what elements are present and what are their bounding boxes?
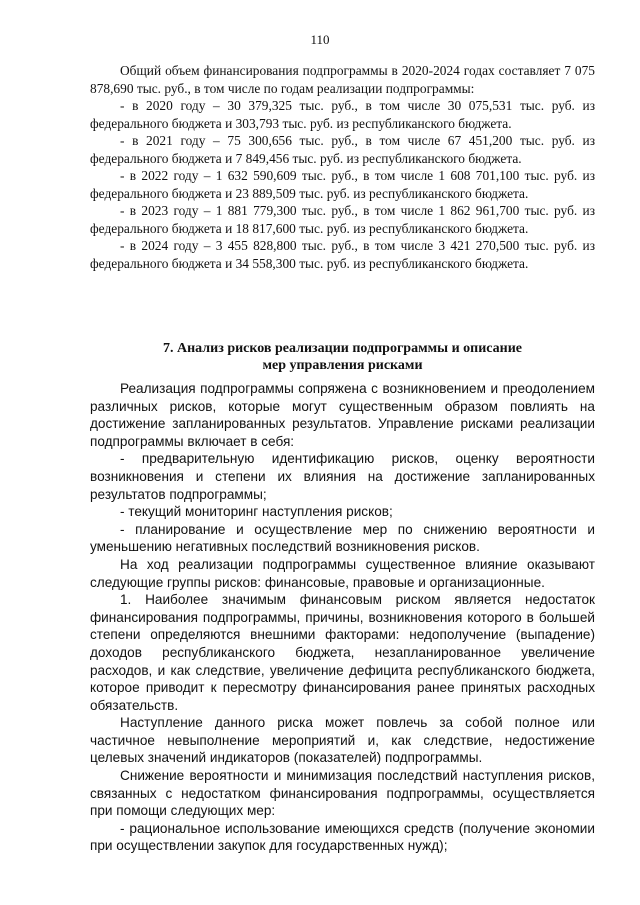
paragraph: На ход реализации подпрограммы существенное влияние оказывают следующие группы рисков: финансовые, правовые и организационные.: [90, 556, 595, 590]
paragraph: - текущий мониторинг наступления рисков;: [120, 504, 393, 520]
financing-year-2024: - в 2024 году – 3 455 828,800 тыс. руб., в том числе 3 421 270,500 тыс. руб. из федерального бюджета и 34 558,300 тыс. руб. из республиканского бюджета.: [90, 238, 595, 271]
risk-section-body: [90, 380, 595, 855]
paragraph: Реализация подпрограммы сопряжена с возникновением и преодолением различных рисков, которые могут существенным образом повлиять на достижение запланированных результатов. Управление рисками реализации подпрограммы включает в себя:: [90, 381, 595, 449]
financing-section: [90, 62, 595, 272]
financing-year-2023: - в 2023 году – 1 881 779,300 тыс. руб., в том числе 1 862 961,700 тыс. руб. из федерального бюджета и 18 817,600 тыс. руб. из республиканского бюджета.: [90, 203, 595, 236]
paragraph: 1. Наиболее значимым финансовым риском является недостаток финансирования подпрограммы, причины, возникновения которого в большей степени определяются внешними факторами: недополучение (выпадение) доходов республиканского бюджета, незапланированное увеличение расходов, и как следствие, увеличение дефицита республиканского бюджета, которое приводит к пересмотру финансирования ранее принятых расходных обязательств.: [90, 592, 595, 713]
financing-year-2021: - в 2021 году – 75 300,656 тыс. руб., в том числе 67 451,200 тыс. руб. из федерального бюджета и 7 849,456 тыс. руб. из республиканского бюджета.: [90, 133, 595, 166]
financing-intro: Общий объем финансирования подпрограммы в 2020-2024 годах составляет 7 075 878,690 тыс. руб., в том числе по годам реализации подпрограммы:: [90, 63, 595, 96]
paragraph: - рациональное использование имеющихся средств (получение экономии при осуществлении закупок для государственных нужд);: [90, 820, 595, 854]
financing-year-2020: - в 2020 году – 30 379,325 тыс. руб., в том числе 30 075,531 тыс. руб. из федерального бюджета и 303,793 тыс. руб. из республиканского бюджета.: [90, 98, 595, 131]
section-heading: [90, 340, 595, 374]
section-heading-line-1: 7. Анализ рисков реализации подпрограммы и описание: [162, 341, 523, 356]
paragraph: Снижение вероятности и минимизация последствий наступления рисков, связанных с недостатком финансирования подпрограммы, осуществляется при помощи следующих мер:: [90, 768, 595, 819]
page-number: 110: [310, 32, 330, 47]
financing-year-2022: - в 2022 году – 1 632 590,609 тыс. руб., в том числе 1 608 701,100 тыс. руб. из федерального бюджета и 23 889,509 тыс. руб. из республиканского бюджета.: [90, 168, 595, 201]
paragraph: - предварительную идентификацию рисков, оценку вероятности возникновения и степени их влияния на достижение запланированных результатов подпрограммы;: [90, 451, 595, 502]
paragraph: - планирование и осуществление мер по снижению вероятности и уменьшению негативных последствий возникновения рисков.: [90, 521, 595, 555]
section-heading-line-2: мер управления рисками: [262, 358, 423, 373]
paragraph: Наступление данного риска может повлечь за собой полное или частичное невыполнение мероприятий и, как следствие, недостижение целевых значений индикаторов (показателей) подпрограммы.: [90, 715, 595, 766]
